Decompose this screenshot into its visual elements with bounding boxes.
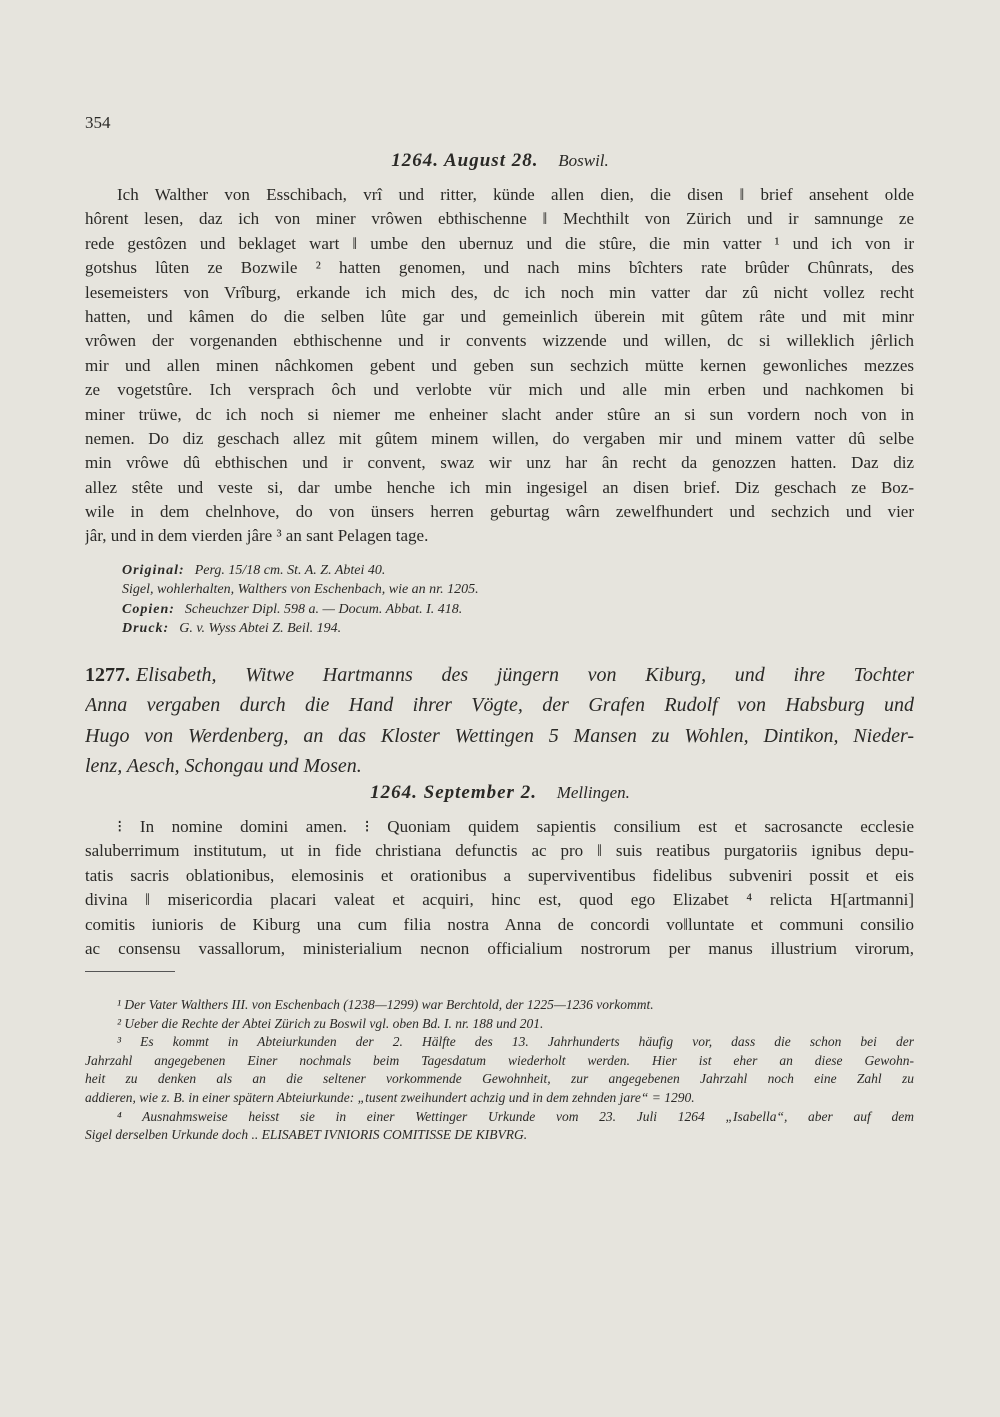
text-line: comitis iunioris de Kiburg una cum filia nostra Anna de concordi vo‖luntate et communi consilio [85, 914, 914, 934]
source-note-copies: Copien: Scheuchzer Dipl. 598 a. — Docum. Abbat. I. 418. [122, 601, 463, 617]
footnote: ¹ Der Vater Walthers III. von Eschenbach (1238—1299) war Berchtold, der 1225—1236 vorkommt. [117, 997, 654, 1012]
text-line: ze vogetstûre. Ich versprach ôch und verlobte vür mich und alle min erben und nachkomen bi [85, 380, 914, 400]
text-line: hôrent lesen, daz ich von miner vrôwen ebthischenne ‖ Mechthilt von Zürich und ir samnunge ze [85, 209, 914, 229]
document-heading-1 [0, 150, 1000, 172]
document-body-1 [85, 183, 914, 549]
text-line: ⁝ In nomine domini amen. ⁝ Quoniam quidem sapientis consilium est et sacrosancte ecclesie [117, 817, 914, 836]
regest-line: lenz, Aesch, Schongau und Mosen. [85, 755, 362, 778]
text-line: divina ‖ misericordia placari valeat et acquiri, hinc est, quod ego Elizabet ⁴ relicta H[artmanni] [85, 890, 914, 910]
text-line: wile in dem chelnhove, do von ünsers herren geburtag wârn zewelfhundert und sechzich und vier [85, 502, 914, 522]
footnote-continuation: Jahrzahl angegebenen Einer nochmals beim Tagesdatum wiederholt werden. Hier ist eher an diese Gewohn- [85, 1052, 914, 1068]
text-line: tatis sacris oblationibus, elemosinis et orationibus a superviventibus fidelibus subveniri possit et eis [85, 865, 914, 885]
regest-line: 1277. Elisabeth, Witwe Hartmanns des jüngern von Kiburg, und ihre Tochter [85, 664, 914, 686]
source-note-original: Original: Perg. 15/18 cm. St. A. Z. Abtei 40. [122, 563, 386, 578]
document-heading-2 [0, 782, 1000, 804]
source-notes [122, 561, 479, 639]
footnote-continuation: addieren, wie z. B. in einer spätern Abteiurkunde: „tusent zweihundert achzig und in dem zehnden jare“ = 1290. [85, 1089, 695, 1105]
document-body-2 [85, 815, 914, 961]
footnote: ³ Es kommt in Abteiurkunden der 2. Hälfte des 13. Jahrhunderts häufig vor, dass die schon bei der [117, 1034, 914, 1050]
document-number: 1277. [85, 664, 130, 686]
footnote-divider [85, 971, 175, 972]
source-note-seal: Sigel, wohlerhalten, Walthers von Eschenbach, wie an nr. 1205. [122, 582, 479, 598]
heading-place: Boswil. [558, 151, 609, 170]
footnote-continuation: heit zu denken als an die seltener vorkommende Gewohnheit, zur angegebenen Jahrzahl noch eine Zahl zu [85, 1071, 914, 1087]
text-line: saluberrimum institutum, ut in fide christiana defunctis ac pro ‖ suis reatibus purgatoriis ignibus depu- [85, 841, 914, 861]
heading-place: Mellingen. [556, 783, 630, 802]
footnote: ⁴ Ausnahmsweise heisst sie in einer Wettinger Urkunde vom 23. Juli 1264 „Isabella“, aber auf dem [117, 1108, 914, 1124]
heading-date: 1264. August 28. [391, 150, 539, 171]
text-line: nemen. Do diz geschach allez mit gûtem minem willen, do vergaben mir und minem vatter dû selbe [85, 428, 914, 448]
regest-line: Hugo von Werdenberg, an das Kloster Wettingen 5 Mansen zu Wohlen, Dintikon, Nieder- [85, 724, 914, 747]
regest-line: Anna vergaben durch die Hand ihrer Vögte, der Grafen Rudolf von Habsburg und [85, 694, 914, 717]
heading-date: 1264. September 2. [370, 782, 537, 803]
text-line: allez stête und veste si, dar umbe henche ich min ingesigel an disen brief. Diz geschach ze Boz- [85, 477, 914, 497]
text-line: Ich Walther von Esschibach, vrî und ritter, künde allen dien, die disen ‖ brief ansehent olde [117, 185, 914, 204]
source-note-print: Druck: G. v. Wyss Abtei Z. Beil. 194. [122, 621, 342, 637]
text-line: miner trüwe, dc ich noch si niemer me enheiner slacht ander stûre an si sun vordern noch von in [85, 404, 914, 424]
page-number: 354 [85, 113, 111, 132]
text-line: mir und allen minen nâchkomen gebent und geben sun sechzich mütte kernen gewonliches mezzes [85, 355, 914, 375]
footnote-continuation: Sigel derselben Urkunde doch .. ELISABET IVNIORIS COMITISSE DE KIBVRG. [85, 1127, 528, 1143]
text-line: hatten, und kâmen do die selben lûte gar und gemeinlich überein mit gûtem râte und mit minr [85, 306, 914, 326]
text-line: vrôwen der vorgenanden ebthischenne und ir convents wizzende und willen, dc si willeklich jêrlich [85, 331, 914, 351]
regest-summary [85, 660, 914, 782]
footnote: ² Ueber die Rechte der Abtei Zürich zu Boswil vgl. oben Bd. I. nr. 188 und 201. [117, 1015, 544, 1031]
text-line: gotshus lûten ze Bozwile ² hatten genomen, und nach mins bîchters rate brûder Chûnrats, des [85, 258, 914, 278]
footnotes [85, 996, 914, 1145]
text-line: rede gestôzen und beklaget wart ‖ umbe den ubernuz und die stûre, die min vatter ¹ und ich von ir [85, 233, 914, 253]
text-line: ac consensu vassallorum, ministerialium necnon officialium nostrorum per manus illustrium virorum, [85, 938, 914, 958]
text-line: lesemeisters von Vrîburg, erkande ich mich des, dc ich noch min vatter dar zû nicht vollez recht [85, 282, 914, 302]
text-line: jâr, und in dem vierden jâre ³ an sant Pelagen tage. [85, 526, 429, 546]
text-line: min vrôwe dû ebthischen und ir convent, swaz wir unz har ân recht da genozzen hatten. Daz diz [85, 453, 914, 473]
